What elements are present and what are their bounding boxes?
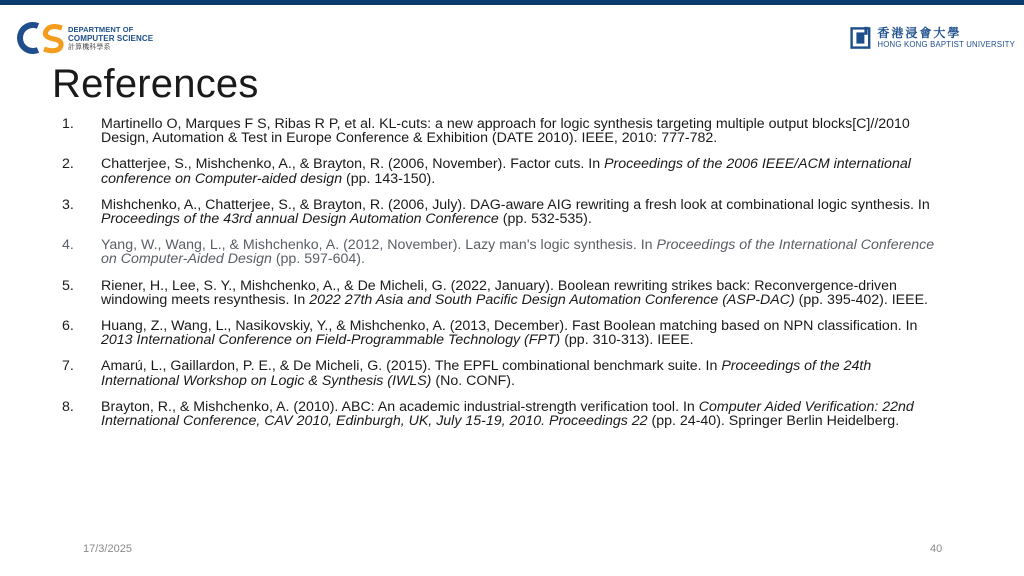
top-accent-bar xyxy=(0,0,1024,5)
hkbu-logo-english: HONG KONG BAPTIST UNIVERSITY xyxy=(877,40,1015,49)
reference-text xyxy=(101,400,942,428)
reference-number: 7. xyxy=(62,358,74,375)
reference-item xyxy=(62,238,942,266)
reference-list xyxy=(62,117,942,440)
reference-segment: Yang, W., Wang, L., & Mishchenko, A. (2012, November). Lazy man's logic synthesis. In xyxy=(101,237,657,254)
reference-venue: 2022 27th Asia and South Pacific Design Automation Conference (ASP-DAC) xyxy=(309,291,795,308)
reference-venue: Proceedings of the International Conference on Computer-Aided Design xyxy=(101,237,935,268)
reference-item xyxy=(62,400,942,428)
reference-number: 2. xyxy=(62,156,74,173)
reference-item xyxy=(62,319,942,347)
reference-number: 4. xyxy=(62,237,74,254)
reference-segment: Mishchenko, A., Chatterjee, S., & Brayton, R. (2006, July). DAG-aware AIG rewriting a fresh look at combinational logic synthesis. In xyxy=(101,196,930,213)
reference-segment: Chatterjee, S., Mishchenko, A., & Brayton, R. (2006, November). Factor cuts. In xyxy=(101,156,605,173)
reference-item xyxy=(62,359,942,387)
footer-date: 17/3/2025 xyxy=(83,543,132,555)
cs-logo-line1: DEPARTMENT OF xyxy=(68,24,134,34)
reference-number: 3. xyxy=(62,196,74,213)
reference-segment: (pp. 143-150). xyxy=(342,170,436,187)
reference-segment: (pp. 395-402). IEEE. xyxy=(794,291,928,308)
reference-segment: Amarú, L., Gaillardon, P. E., & De Micheli, G. (2015). The EPFL combinational benchmark suite. In xyxy=(101,358,722,375)
cs-logo-icon xyxy=(14,22,66,54)
reference-venue: Proceedings of the 24th International Workshop on Logic & Synthesis (IWLS) xyxy=(101,358,872,389)
reference-segment: (No. CONF). xyxy=(431,372,515,389)
reference-text xyxy=(101,117,942,145)
reference-venue: Proceedings of the 43rd annual Design Automation Conference xyxy=(101,211,499,228)
reference-segment: Martinello O, Marques F S, Ribas R P, et al. KL-cuts: a new approach for logic synthesis targeting multiple output blocks[C]//2010 Design, Automation & Test in Europe Conference & Exhibition (DATE 2010). IEEE, 2010: 777-782. xyxy=(101,116,910,147)
reference-segment: Brayton, R., & Mishchenko, A. (2010). ABC: An academic industrial-strength verification tool. In xyxy=(101,398,699,415)
reference-item xyxy=(62,279,942,307)
reference-item xyxy=(62,117,942,145)
slide-title: References xyxy=(52,62,259,106)
reference-venue: 2013 International Conference on Field-Programmable Technology (FPT) xyxy=(101,332,561,349)
reference-number: 8. xyxy=(62,398,74,415)
reference-venue: Proceedings of the 2006 IEEE/ACM international conference on Computer-aided design xyxy=(101,156,911,187)
cs-logo-chinese: 計算機科學系 xyxy=(68,43,111,51)
hkbu-logo-chinese: 香港浸會大學 xyxy=(877,26,962,40)
reference-text xyxy=(101,279,942,307)
reference-segment: (pp. 532-535). xyxy=(498,211,592,228)
reference-number: 1. xyxy=(62,116,74,132)
reference-number: 5. xyxy=(62,277,74,294)
reference-text xyxy=(101,198,942,226)
reference-segment: Riener, H., Lee, S. Y., Mishchenko, A., & De Micheli, G. (2022, January). Boolean rewriting strikes back: Reconvergence-driven windowing meets resynthesis. In xyxy=(101,277,897,308)
cs-logo-line2: COMPUTER SCIENCE xyxy=(68,33,154,43)
reference-text xyxy=(101,157,942,185)
page-number: 40 xyxy=(930,543,943,555)
reference-item xyxy=(62,198,942,226)
reference-item xyxy=(62,157,942,185)
hkbu-logo xyxy=(850,22,1015,54)
reference-venue: Computer Aided Verification: 22nd International Conference, CAV 2010, Edinburgh, UK, July 15-19, 2010. Proceedings 22 xyxy=(101,398,914,430)
reference-segment: (pp. 597-604). xyxy=(271,251,365,268)
reference-segment: (pp. 310-313). IEEE. xyxy=(560,332,694,349)
reference-segment: Huang, Z., Wang, L., Nasikovskiy, Y., & Mishchenko, A. (2013, December). Fast Boolean matching based on NPN classification. In xyxy=(101,318,918,335)
reference-text xyxy=(101,238,942,266)
hkbu-crest-icon xyxy=(850,23,872,53)
reference-number: 6. xyxy=(62,318,74,335)
reference-segment: (pp. 24-40). Springer Berlin Heidelberg. xyxy=(647,413,900,430)
reference-text xyxy=(101,319,942,347)
reference-text xyxy=(101,359,942,387)
cs-department-logo xyxy=(14,22,164,54)
